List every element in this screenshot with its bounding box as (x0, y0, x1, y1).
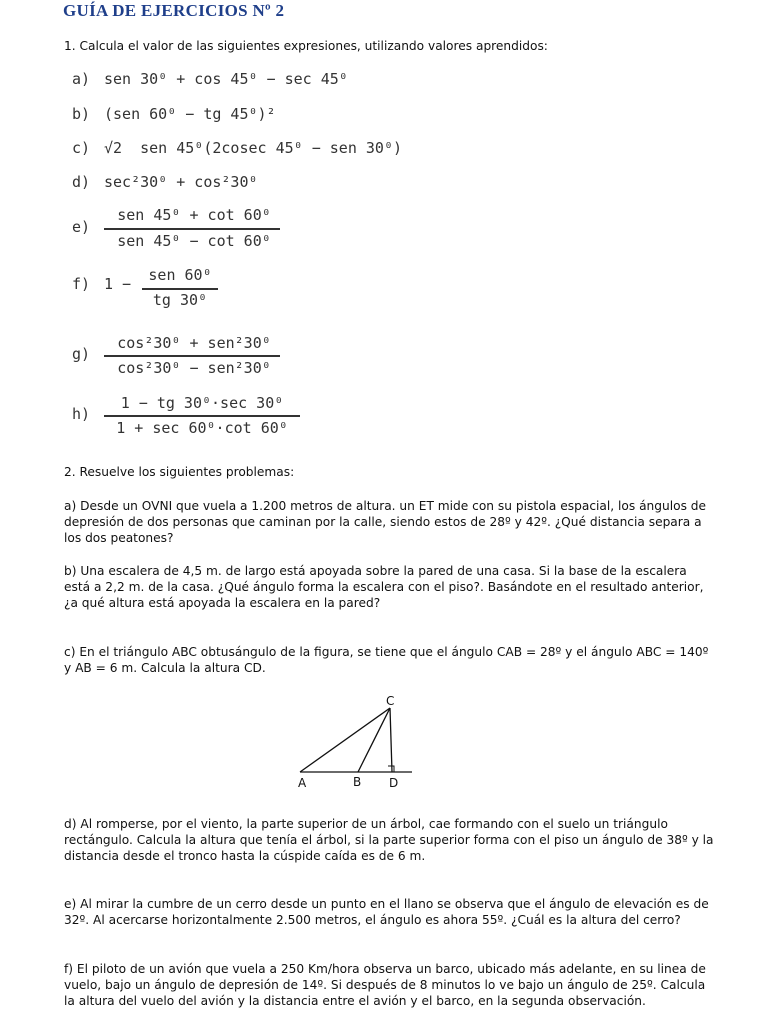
exercise-e-denominator: sen 45⁰ − cot 60⁰ (117, 232, 271, 250)
exercise-g-denominator: cos²30⁰ − sen²30⁰ (117, 359, 271, 377)
exercise-f-fraction-bar (142, 288, 218, 290)
exercise-h-fraction-bar (104, 415, 300, 417)
problem-a: a) Desde un OVNI que vuela a 1.200 metros de altura. un ET mide con su pistola espacial, los ángulos de depresión de dos personas que caminan por la calle, siendo estos de 28º y 42º. ¿Qué distancia separa a los dos peatones? (64, 499, 707, 545)
label-a: A (298, 776, 307, 790)
exercise-b-expression: (sen 60⁰ − tg 45⁰)² (104, 105, 276, 123)
problem-c: c) En el triángulo ABC obtusángulo de la figura, se tiene que el ángulo CAB = 28º y el ángulo ABC = 140º y AB = 6 m. Calcula la altura CD. (64, 645, 709, 675)
exercise-g-fraction-bar (104, 355, 280, 357)
problem-e: e) Al mirar la cumbre de un cerro desde un punto en el llano se observa que el ángulo de elevación es de 32º. Al acercarse horizontalmente 2.500 metros, el ángulo es ahora 55º. ¿Cuál es la altura del cerro? (64, 897, 709, 927)
problem-b: b) Una escalera de 4,5 m. de largo está apoyada sobre la pared de una casa. Si la base de la escalera está a 2,2 m. de la casa. ¿Qué ángulo forma la escalera con el piso?. Basándote en el resultado anterior, ¿a qué altura está apoyada la escalera en la pared? (64, 564, 704, 610)
exercise-a-expression: sen 30⁰ + cos 45⁰ − sec 45⁰ (104, 70, 348, 88)
problem-f: f) El piloto de un avión que vuela a 250 Km/hora observa un barco, ubicado más adelante, en su linea de vuelo, bajo un ángulo de depresión de 14º. Si después de 8 minutos lo ve bajo un ángulo de 25º. Calcula la altura del vuelo del avión y la distancia entre el avión y el barco, en la segunda observación. (64, 962, 706, 1008)
section2-heading: 2. Resuelve los siguientes problemas: (64, 465, 295, 479)
exercise-d-expression: sec²30⁰ + cos²30⁰ (104, 173, 258, 191)
label-d: D (389, 776, 399, 790)
page-title: GUÍA DE EJERCICIOS Nº 2 (63, 1, 285, 20)
exercise-c-expression: √2 sen 45⁰(2cosec 45⁰ − sen 30⁰) (104, 139, 403, 157)
exercise-f-numerator: sen 60⁰ (148, 266, 212, 284)
exercise-h-label: h) (72, 405, 91, 423)
exercise-h-denominator: 1 + sec 60⁰·cot 60⁰ (116, 419, 288, 437)
exercise-e-numerator: sen 45⁰ + cot 60⁰ (117, 206, 271, 224)
label-c: C (386, 694, 395, 708)
exercise-h-numerator: 1 − tg 30⁰·sec 30⁰ (120, 394, 284, 412)
exercise-b-label: b) (72, 105, 91, 123)
problem-d: d) Al romperse, por el viento, la parte superior de un árbol, cae formando con el suelo un triángulo rectángulo. Calcula la altura que tenía el árbol, si la parte superior forma con el piso un ángulo de 38º y la distancia desde el tronco hasta la cúspide caída es de 6 m. (64, 817, 714, 863)
exercise-a-label: a) (72, 70, 91, 88)
right-angle-mark (388, 766, 394, 772)
side-bc (358, 708, 390, 772)
triangle-abc-figure (290, 688, 430, 793)
exercise-e-label: e) (72, 218, 91, 236)
exercise-e-fraction-bar (104, 228, 280, 230)
exercise-f-prefix: 1 − (104, 275, 132, 293)
section1-heading: 1. Calcula el valor de las siguientes expresiones, utilizando valores aprendidos: (64, 39, 548, 53)
exercise-d-label: d) (72, 173, 91, 191)
exercise-g-label: g) (72, 345, 91, 363)
label-b: B (353, 775, 362, 789)
side-ac (300, 708, 390, 772)
exercise-f-denominator: tg 30⁰ (152, 291, 208, 309)
exercise-f-label: f) (72, 275, 91, 293)
height-cd (390, 708, 392, 772)
exercise-c-label: c) (72, 139, 91, 157)
exercise-g-numerator: cos²30⁰ + sen²30⁰ (117, 334, 271, 352)
